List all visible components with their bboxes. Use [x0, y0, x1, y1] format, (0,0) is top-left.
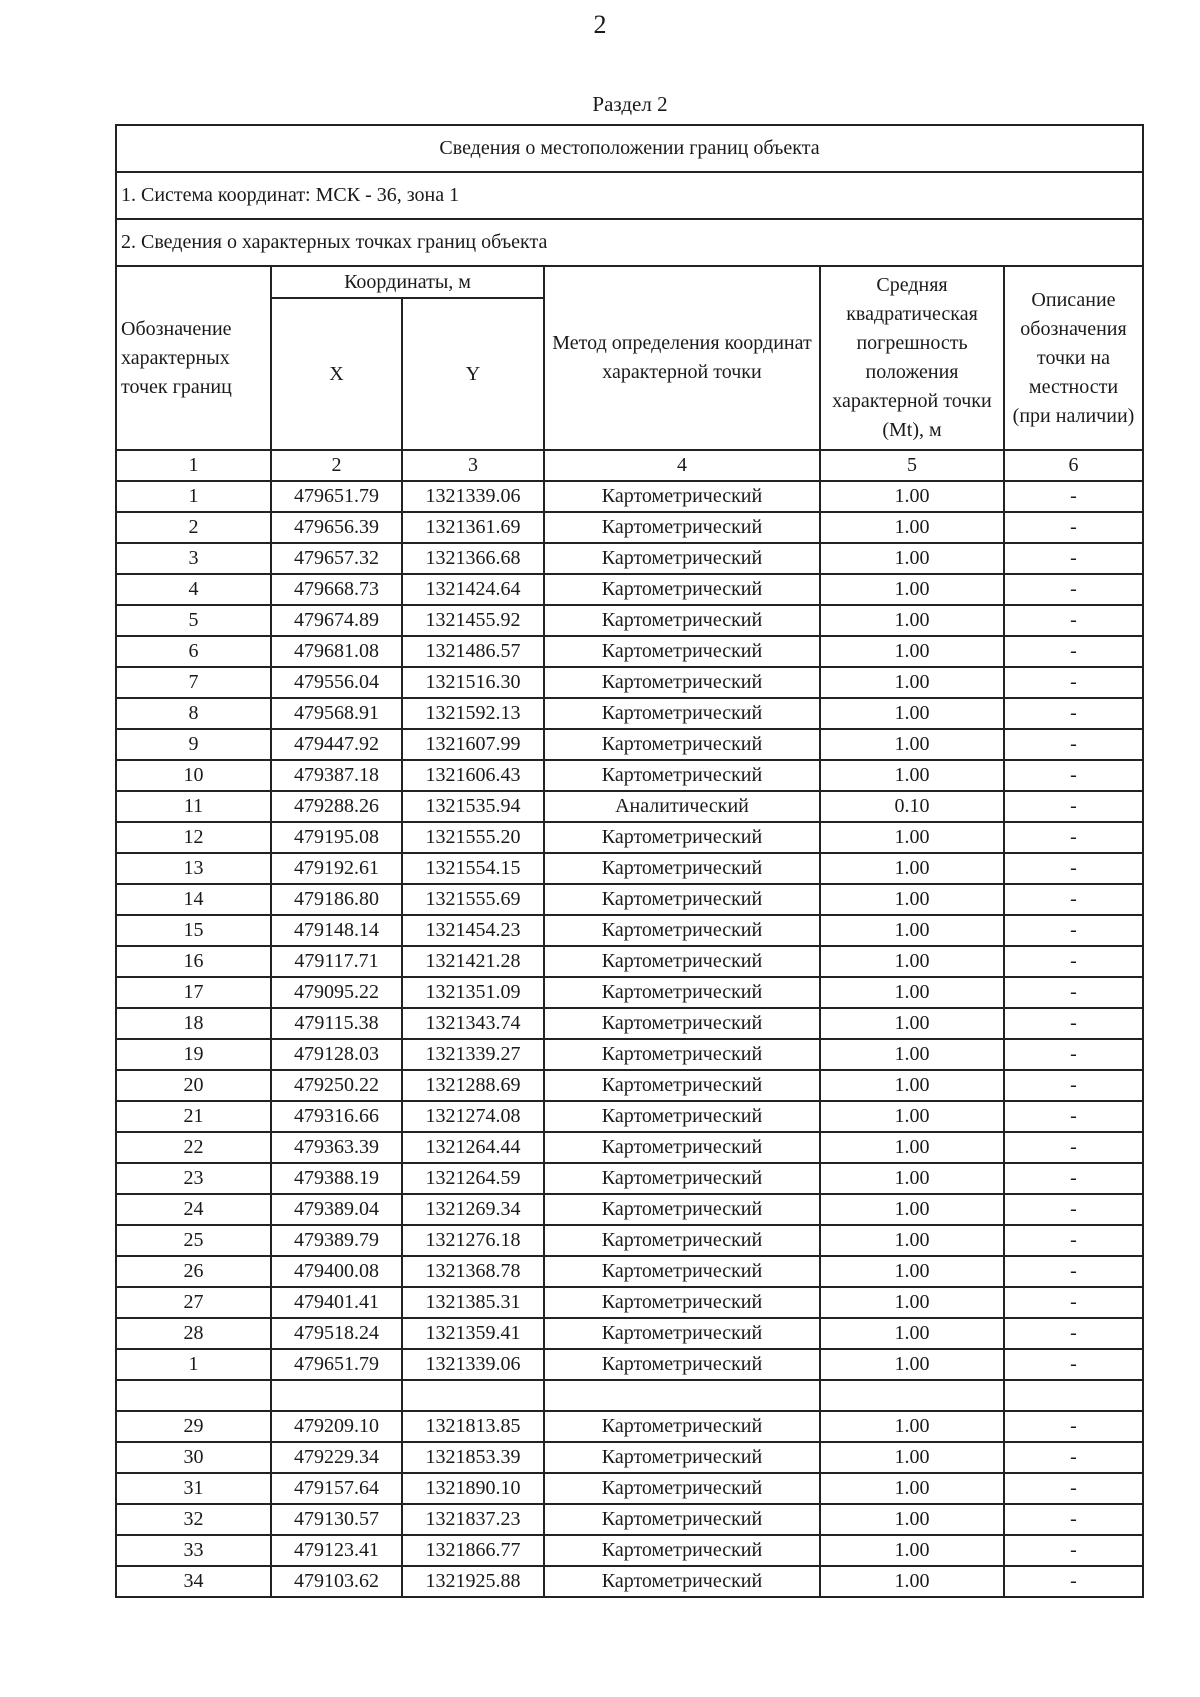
table-cell: 1.00: [820, 1008, 1004, 1039]
table-cell: 3: [116, 543, 271, 574]
table-cell: -: [1004, 543, 1143, 574]
table-cell: -: [1004, 1101, 1143, 1132]
table-cell: Картометрический: [544, 1442, 820, 1473]
table-cell: 16: [116, 946, 271, 977]
table-cell: 1.00: [820, 512, 1004, 543]
table-cell: 479401.41: [271, 1287, 402, 1318]
table-cell: 1321351.09: [402, 977, 544, 1008]
table-cell: 1321535.94: [402, 791, 544, 822]
table-cell: 1321592.13: [402, 698, 544, 729]
table-cell: 1321339.27: [402, 1039, 544, 1070]
table-cell: Картометрический: [544, 853, 820, 884]
table-row: [116, 512, 1143, 543]
table-cell: Картометрический: [544, 481, 820, 512]
table-cell: -: [1004, 1504, 1143, 1535]
table-cell: 8: [116, 698, 271, 729]
table-cell: Картометрический: [544, 1256, 820, 1287]
table-cell: 20: [116, 1070, 271, 1101]
table-cell: Картометрический: [544, 636, 820, 667]
table-cell: Картометрический: [544, 1504, 820, 1535]
table-cell: 479186.80: [271, 884, 402, 915]
table-cell: 1: [116, 1349, 271, 1380]
table-row: [116, 729, 1143, 760]
column-number: 3: [402, 450, 544, 481]
table-cell: -: [1004, 946, 1143, 977]
header-y: Y: [402, 298, 544, 450]
table-cell: 479128.03: [271, 1039, 402, 1070]
table-cell: 1.00: [820, 822, 1004, 853]
table-cell: 6: [116, 636, 271, 667]
table-cell: -: [1004, 822, 1143, 853]
table-cell: 30: [116, 1442, 271, 1473]
table-cell: Картометрический: [544, 1194, 820, 1225]
table-cell: Картометрический: [544, 946, 820, 977]
table-row: [116, 1008, 1143, 1039]
table-cell: 479651.79: [271, 1349, 402, 1380]
table-cell: -: [1004, 791, 1143, 822]
table-cell: 1321424.64: [402, 574, 544, 605]
table-cell: Картометрический: [544, 698, 820, 729]
table-cell: 12: [116, 822, 271, 853]
table-title: Сведения о местоположении границ объекта: [116, 125, 1143, 172]
table-cell: 18: [116, 1008, 271, 1039]
table-cell: 1321274.08: [402, 1101, 544, 1132]
table-cell: 1321516.30: [402, 667, 544, 698]
table-cell: 1.00: [820, 667, 1004, 698]
table-cell: Аналитический: [544, 791, 820, 822]
table-cell: -: [1004, 574, 1143, 605]
table-cell: 10: [116, 760, 271, 791]
table-cell: -: [1004, 1256, 1143, 1287]
table-row: [116, 853, 1143, 884]
table-row: [116, 481, 1143, 512]
blank-separator-row: [116, 1380, 1143, 1411]
column-number-row: [116, 450, 1143, 481]
table-cell: 1.00: [820, 884, 1004, 915]
table-row: [116, 605, 1143, 636]
column-number: 2: [271, 450, 402, 481]
table-cell: 33: [116, 1535, 271, 1566]
table-cell: 479674.89: [271, 605, 402, 636]
table-row: [116, 791, 1143, 822]
table-cell: 1321343.74: [402, 1008, 544, 1039]
table-cell: 1321339.06: [402, 1349, 544, 1380]
table-cell: 7: [116, 667, 271, 698]
table-cell: 1321554.15: [402, 853, 544, 884]
table-cell: 1321555.69: [402, 884, 544, 915]
table-cell: 1.00: [820, 1411, 1004, 1442]
table-cell: 1.00: [820, 1225, 1004, 1256]
empty-cell: [820, 1380, 1004, 1411]
table-cell: 1321359.41: [402, 1318, 544, 1349]
table-cell: 11: [116, 791, 271, 822]
table-cell: 31: [116, 1473, 271, 1504]
points-heading-line: 2. Сведения о характерных точках границ объекта: [116, 219, 1143, 266]
table-row: [116, 1349, 1143, 1380]
table-cell: 1321813.85: [402, 1411, 544, 1442]
table-cell: 1321264.59: [402, 1163, 544, 1194]
header-description: Описание обозначения точки на местности (при наличии): [1004, 266, 1143, 450]
table-cell: 479148.14: [271, 915, 402, 946]
header-coordinates: Координаты, м: [271, 266, 544, 298]
table-cell: 1321269.34: [402, 1194, 544, 1225]
table-cell: Картометрический: [544, 605, 820, 636]
table-cell: -: [1004, 1008, 1143, 1039]
table-cell: 1.00: [820, 543, 1004, 574]
table-cell: 479195.08: [271, 822, 402, 853]
table-cell: -: [1004, 1070, 1143, 1101]
table-cell: 479229.34: [271, 1442, 402, 1473]
table-cell: 14: [116, 884, 271, 915]
table-cell: 1321276.18: [402, 1225, 544, 1256]
table-cell: -: [1004, 1442, 1143, 1473]
table-row: [116, 698, 1143, 729]
table-cell: 22: [116, 1132, 271, 1163]
table-cell: 479250.22: [271, 1070, 402, 1101]
table-cell: 1.00: [820, 853, 1004, 884]
table-cell: 1.00: [820, 1039, 1004, 1070]
table-cell: 23: [116, 1163, 271, 1194]
table-cell: -: [1004, 1349, 1143, 1380]
table-cell: 1.00: [820, 1101, 1004, 1132]
table-cell: Картометрический: [544, 667, 820, 698]
table-row: [116, 1504, 1143, 1535]
table-cell: 1321853.39: [402, 1442, 544, 1473]
table-cell: Картометрический: [544, 1132, 820, 1163]
table-cell: -: [1004, 1163, 1143, 1194]
table-cell: -: [1004, 698, 1143, 729]
table-cell: 15: [116, 915, 271, 946]
table-cell: Картометрический: [544, 1287, 820, 1318]
table-cell: 13: [116, 853, 271, 884]
table-cell: 479157.64: [271, 1473, 402, 1504]
header-error: Средняя квадратическая погрешность положения характерной точки (Mt), м: [820, 266, 1004, 450]
table-cell: 32: [116, 1504, 271, 1535]
empty-cell: [116, 1380, 271, 1411]
header-method: Метод определения координат характерной точки: [544, 266, 820, 450]
table-row: [116, 636, 1143, 667]
table-cell: -: [1004, 605, 1143, 636]
table-cell: -: [1004, 977, 1143, 1008]
table-cell: 1.00: [820, 481, 1004, 512]
table-cell: 17: [116, 977, 271, 1008]
header-x: X: [271, 298, 402, 450]
table-cell: 1321454.23: [402, 915, 544, 946]
table-cell: 1.00: [820, 1566, 1004, 1597]
table-cell: -: [1004, 884, 1143, 915]
table-cell: 1.00: [820, 1287, 1004, 1318]
table-row: [116, 1535, 1143, 1566]
table-row: [116, 1225, 1143, 1256]
table-cell: 1: [116, 481, 271, 512]
table-row: [116, 1163, 1143, 1194]
empty-cell: [1004, 1380, 1143, 1411]
section-title: Раздел 2: [592, 92, 668, 116]
table-row: [116, 574, 1143, 605]
table-cell: 1.00: [820, 574, 1004, 605]
table-row: [116, 1442, 1143, 1473]
table-cell: 1.00: [820, 698, 1004, 729]
table-cell: 9: [116, 729, 271, 760]
table-cell: 27: [116, 1287, 271, 1318]
table-cell: 1321606.43: [402, 760, 544, 791]
table-cell: 1.00: [820, 1132, 1004, 1163]
table-cell: Картометрический: [544, 977, 820, 1008]
table-cell: 1.00: [820, 1070, 1004, 1101]
table-cell: Картометрический: [544, 884, 820, 915]
table-cell: 1321366.68: [402, 543, 544, 574]
table-cell: 479568.91: [271, 698, 402, 729]
table-cell: Картометрический: [544, 1411, 820, 1442]
table-cell: Картометрический: [544, 543, 820, 574]
table-cell: 479117.71: [271, 946, 402, 977]
table-cell: 21: [116, 1101, 271, 1132]
table-cell: 1321486.57: [402, 636, 544, 667]
table-cell: -: [1004, 1287, 1143, 1318]
table-cell: 1.00: [820, 1442, 1004, 1473]
table-cell: 479389.79: [271, 1225, 402, 1256]
table-row: [116, 667, 1143, 698]
table-cell: Картометрический: [544, 1225, 820, 1256]
column-number: 4: [544, 450, 820, 481]
table-cell: 1321368.78: [402, 1256, 544, 1287]
table-cell: Картометрический: [544, 512, 820, 543]
table-cell: 479388.19: [271, 1163, 402, 1194]
table-cell: 479657.32: [271, 543, 402, 574]
table-row: [116, 760, 1143, 791]
table-row: [116, 822, 1143, 853]
table-cell: 479288.26: [271, 791, 402, 822]
table-row: [116, 543, 1143, 574]
table-cell: -: [1004, 481, 1143, 512]
table-cell: 479400.08: [271, 1256, 402, 1287]
table-cell: -: [1004, 1566, 1143, 1597]
table-row: [116, 1132, 1143, 1163]
table-cell: 24: [116, 1194, 271, 1225]
column-number: 1: [116, 450, 271, 481]
table-cell: -: [1004, 667, 1143, 698]
table-row: [116, 1566, 1143, 1597]
table-cell: Картометрический: [544, 729, 820, 760]
table-cell: 479192.61: [271, 853, 402, 884]
table-cell: 479123.41: [271, 1535, 402, 1566]
table-cell: -: [1004, 1473, 1143, 1504]
table-cell: 479656.39: [271, 512, 402, 543]
table-cell: 1321288.69: [402, 1070, 544, 1101]
table-cell: 1321925.88: [402, 1566, 544, 1597]
table-cell: -: [1004, 1039, 1143, 1070]
table-cell: 2: [116, 512, 271, 543]
table-cell: 479209.10: [271, 1411, 402, 1442]
table-cell: Картометрический: [544, 1566, 820, 1597]
table-cell: Картометрический: [544, 1535, 820, 1566]
table-cell: -: [1004, 760, 1143, 791]
table-cell: Картометрический: [544, 1473, 820, 1504]
table-cell: 479389.04: [271, 1194, 402, 1225]
table-cell: 19: [116, 1039, 271, 1070]
table-row: [116, 1070, 1143, 1101]
table-cell: 1321555.20: [402, 822, 544, 853]
table-cell: 479363.39: [271, 1132, 402, 1163]
table-cell: 1321385.31: [402, 1287, 544, 1318]
table-cell: 25: [116, 1225, 271, 1256]
table-cell: 1.00: [820, 946, 1004, 977]
table-cell: 0.10: [820, 791, 1004, 822]
table-cell: 479668.73: [271, 574, 402, 605]
header-designation: Обозначение характерных точек границ: [116, 266, 271, 450]
table-row: [116, 946, 1143, 977]
table-cell: 1321264.44: [402, 1132, 544, 1163]
empty-cell: [271, 1380, 402, 1411]
table-cell: 1321361.69: [402, 512, 544, 543]
table-cell: 1.00: [820, 915, 1004, 946]
table-cell: Картометрический: [544, 1101, 820, 1132]
table-row: [116, 1101, 1143, 1132]
table-cell: 1.00: [820, 636, 1004, 667]
table-row: [116, 1318, 1143, 1349]
table-cell: 1.00: [820, 1504, 1004, 1535]
table-cell: 1.00: [820, 1194, 1004, 1225]
table-cell: Картометрический: [544, 574, 820, 605]
table-cell: 1321837.23: [402, 1504, 544, 1535]
table-cell: 28: [116, 1318, 271, 1349]
table-row: [116, 1287, 1143, 1318]
table-cell: -: [1004, 512, 1143, 543]
table-cell: 1.00: [820, 977, 1004, 1008]
table-cell: 479095.22: [271, 977, 402, 1008]
page-number: 2: [593, 10, 607, 39]
table-cell: -: [1004, 1411, 1143, 1442]
table-cell: 1.00: [820, 1163, 1004, 1194]
table-cell: Картометрический: [544, 1070, 820, 1101]
table-cell: 26: [116, 1256, 271, 1287]
table-cell: 479115.38: [271, 1008, 402, 1039]
table-cell: 4: [116, 574, 271, 605]
table-cell: 1321866.77: [402, 1535, 544, 1566]
table-cell: 479447.92: [271, 729, 402, 760]
empty-cell: [544, 1380, 820, 1411]
table-cell: 1321339.06: [402, 481, 544, 512]
table-cell: 479103.62: [271, 1566, 402, 1597]
table-cell: 1.00: [820, 1349, 1004, 1380]
table-cell: -: [1004, 1225, 1143, 1256]
table-row: [116, 1039, 1143, 1070]
table-cell: Картометрический: [544, 760, 820, 791]
table-cell: -: [1004, 1132, 1143, 1163]
table-cell: 1.00: [820, 1473, 1004, 1504]
table-cell: 5: [116, 605, 271, 636]
table-cell: -: [1004, 729, 1143, 760]
table-cell: 1321455.92: [402, 605, 544, 636]
table-cell: 479556.04: [271, 667, 402, 698]
table-cell: -: [1004, 1535, 1143, 1566]
table-cell: -: [1004, 636, 1143, 667]
table-cell: 479651.79: [271, 481, 402, 512]
table-cell: Картометрический: [544, 1318, 820, 1349]
table-row: [116, 884, 1143, 915]
table-cell: 1321890.10: [402, 1473, 544, 1504]
table-cell: Картометрический: [544, 1008, 820, 1039]
table-cell: 34: [116, 1566, 271, 1597]
empty-cell: [402, 1380, 544, 1411]
table-cell: 1.00: [820, 605, 1004, 636]
table-cell: 1.00: [820, 760, 1004, 791]
table-row: [116, 915, 1143, 946]
column-number: 5: [820, 450, 1004, 481]
table-row: [116, 1473, 1143, 1504]
table-cell: -: [1004, 1318, 1143, 1349]
table-row: [116, 977, 1143, 1008]
table-cell: Картометрический: [544, 1163, 820, 1194]
table-row: [116, 1194, 1143, 1225]
table-cell: Картометрический: [544, 1349, 820, 1380]
table-cell: -: [1004, 853, 1143, 884]
table-cell: 479130.57: [271, 1504, 402, 1535]
table-cell: 1321607.99: [402, 729, 544, 760]
table-cell: 29: [116, 1411, 271, 1442]
coordinate-system-line: 1. Система координат: МСК - 36, зона 1: [116, 172, 1143, 219]
table-row: [116, 1411, 1143, 1442]
table-cell: -: [1004, 915, 1143, 946]
table-cell: 1.00: [820, 1318, 1004, 1349]
table-cell: 479518.24: [271, 1318, 402, 1349]
column-number: 6: [1004, 450, 1143, 481]
boundary-points-table: [115, 124, 1144, 1598]
table-cell: 479316.66: [271, 1101, 402, 1132]
table-cell: 1321421.28: [402, 946, 544, 977]
table-row: [116, 1256, 1143, 1287]
table-cell: Картометрический: [544, 915, 820, 946]
table-cell: Картометрический: [544, 1039, 820, 1070]
table-cell: -: [1004, 1194, 1143, 1225]
table-cell: 1.00: [820, 729, 1004, 760]
table-cell: 1.00: [820, 1256, 1004, 1287]
table-cell: 479681.08: [271, 636, 402, 667]
table-cell: 1.00: [820, 1535, 1004, 1566]
table-cell: Картометрический: [544, 822, 820, 853]
table-cell: 479387.18: [271, 760, 402, 791]
